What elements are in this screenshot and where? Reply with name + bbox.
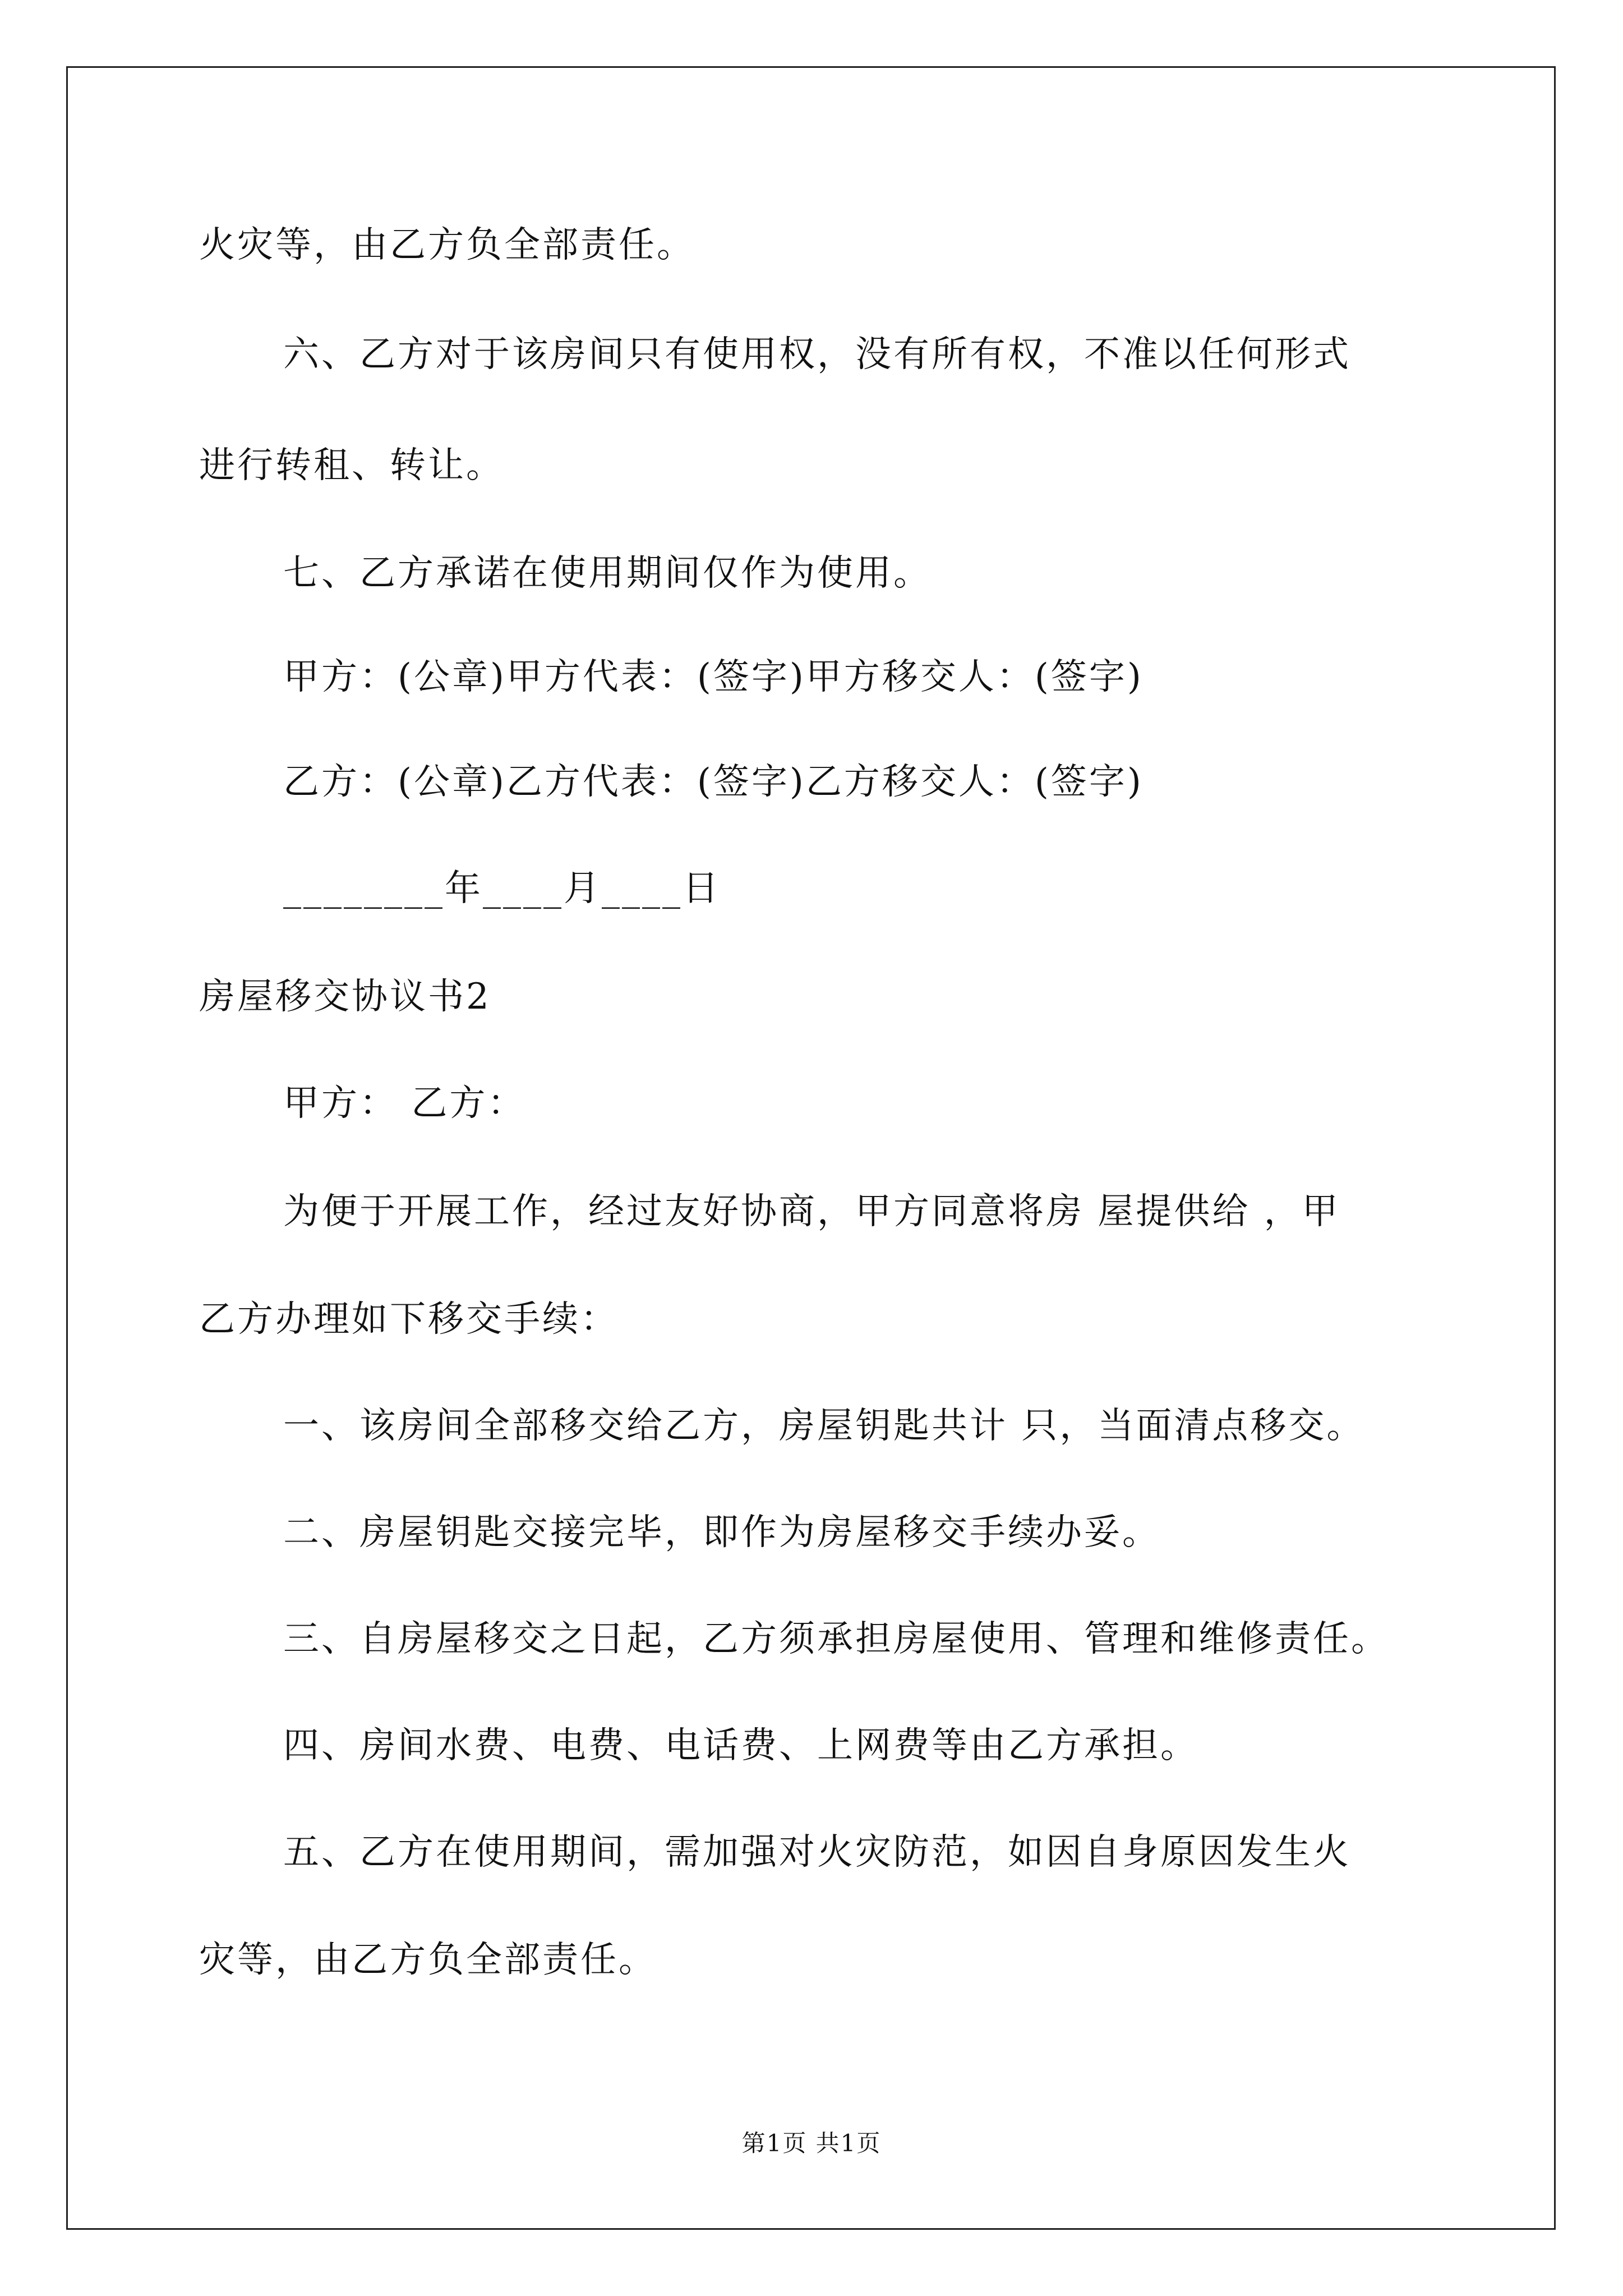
text-line-10: 为便于开展工作，经过友好协商，甲方同意将房 屋提供给 ，甲 (283, 1191, 1340, 1232)
text-line-11: 乙方办理如下移交手续： (199, 1299, 619, 1340)
text-line-1: 火灾等，由乙方负全部责任。 (199, 224, 695, 266)
section-title: 房屋移交协议书2 (199, 976, 491, 1018)
text-line-14: 三、自房屋移交之日起，乙方须承担房屋使用、管理和维修责任。 (283, 1618, 1389, 1660)
text-line-15: 四、房间水费、电费、电话费、上网费等由乙方承担。 (283, 1725, 1198, 1766)
text-line-3: 进行转租、转让。 (199, 445, 504, 486)
text-line-5: 甲方：(公章)甲方代表：(签字)甲方移交人：(签字) (283, 656, 1144, 698)
text-line-12: 一、该房间全部移交给乙方，房屋钥匙共计 只，当面清点移交。 (283, 1405, 1365, 1447)
text-line-16: 五、乙方在使用期间，需加强对火灾防范，如因自身原因发生火 (283, 1832, 1351, 1873)
page-frame (66, 66, 1556, 2230)
text-line-13: 二、房屋钥匙交接完毕，即作为房屋移交手续办妥。 (283, 1512, 1160, 1553)
text-line-9: 甲方： 乙方： (283, 1083, 526, 1124)
text-line-7: ________年____月____日 (283, 868, 721, 909)
text-line-4: 七、乙方承诺在使用期间仅作为使用。 (283, 553, 932, 594)
page-footer: 第1页 共1页 (741, 2129, 882, 2157)
text-line-6: 乙方：(公章)乙方代表：(签字)乙方移交人：(签字) (283, 761, 1144, 803)
text-line-17: 灾等，由乙方负全部责任。 (199, 1939, 657, 1981)
text-line-2: 六、乙方对于该房间只有使用权，没有所有权，不准以任何形式 (283, 334, 1351, 375)
